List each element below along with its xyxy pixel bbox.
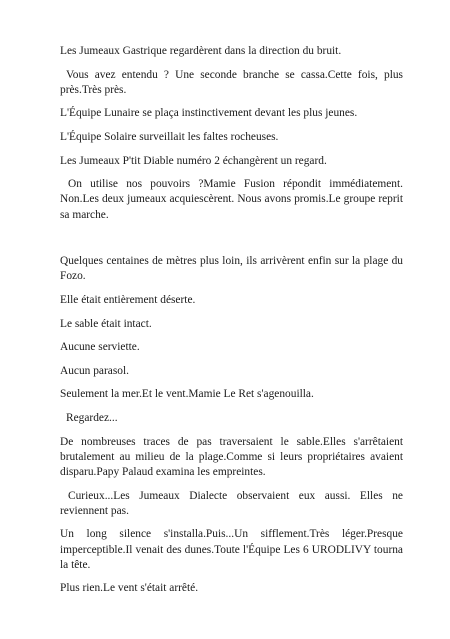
paragraph: Plus rien.Le vent s'était arrêté. — [60, 582, 199, 595]
paragraph: Seulement la mer.Et le vent.Mamie Le Ret s'agenouilla. — [60, 388, 314, 401]
paragraph: Regardez... — [66, 411, 118, 424]
paragraph: Un long silence s'installa.Puis...Un sifflement.Très léger.Presque imperceptible.Il venait des dunes.Toute l'Équipe Les 6 URODLIVY tourna la tête. — [60, 528, 403, 571]
paragraph: On utilise nos pouvoirs ?Mamie Fusion répondit immédiatement. Non.Les deux jumeaux acquiescèrent. Nous avons promis.Le groupe reprit sa marche. — [60, 178, 403, 221]
paragraph: L'Équipe Lunaire se plaça instinctivement devant les plus jeunes. — [60, 107, 358, 120]
section-spacer — [60, 231, 403, 254]
paragraph: Les Jumeaux P'tit Diable numéro 2 échangèrent un regard. — [60, 154, 327, 167]
paragraph: Vous avez entendu ? Une seconde branche se cassa.Cette fois, plus près.Très près. — [60, 68, 403, 96]
paragraph: De nombreuses traces de pas traversaient le sable.Elles s'arrêtaient brutalement au milieu de la plage.Comme si leurs propriétaires avaient disparu.Papy Palaud examina les empreintes. — [60, 435, 403, 478]
paragraph: Aucun parasol. — [60, 364, 129, 377]
paragraph: Elle était entièrement déserte. — [60, 293, 196, 306]
paragraph: Quelques centaines de mètres plus loin, ils arrivèrent enfin sur la plage du Fozo. — [60, 255, 403, 283]
document-body — [60, 44, 403, 605]
paragraph: Aucune serviette. — [60, 341, 140, 354]
paragraph: Le sable était intact. — [60, 317, 152, 330]
paragraph: L'Équipe Solaire surveillait les faltes rocheuses. — [60, 130, 279, 143]
paragraph: Les Jumeaux Gastrique regardèrent dans la direction du bruit. — [60, 45, 342, 57]
paragraph: Curieux...Les Jumeaux Dialecte observaient eux aussi. Elles ne reviennent pas. — [60, 489, 403, 517]
